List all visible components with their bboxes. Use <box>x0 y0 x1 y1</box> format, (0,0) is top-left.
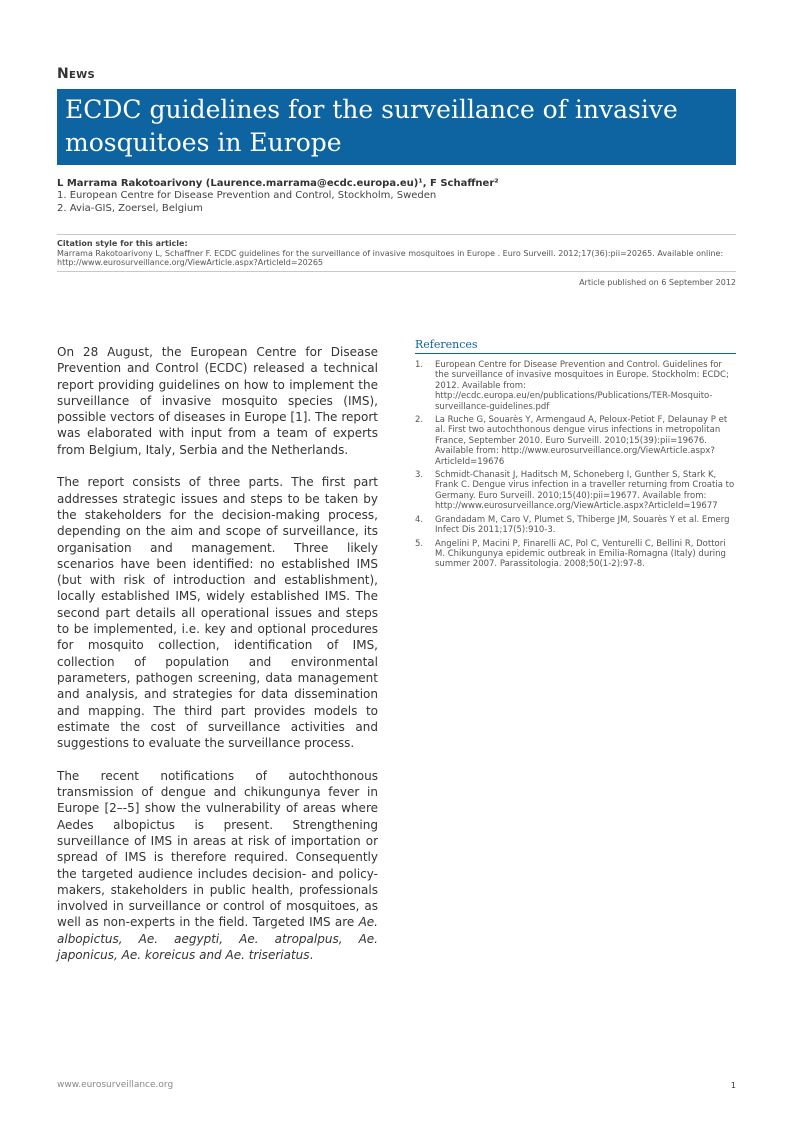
divider-top <box>57 234 736 235</box>
article-body <box>57 344 378 980</box>
body-paragraph-3 <box>57 768 378 964</box>
affiliation-2: 2. Avia-GIS, Zoersel, Belgium <box>57 202 203 214</box>
reference-number: 3. <box>415 470 424 481</box>
section-label: News <box>57 66 95 82</box>
divider-bottom <box>57 271 736 272</box>
reference-item <box>415 515 736 536</box>
reference-text: European Centre for Disease Prevention and Control. Guidelines for the surveillance of invasive mosquitoes in Europe. Stockholm: ECDC; 2012. Available from: http://ecdc.europa.eu/en/publications/Publications/TER-Mosquito-surveillance-guidelines.pdf <box>435 360 729 412</box>
published-date: Article published on 6 September 2012 <box>579 278 736 287</box>
references-list <box>415 360 736 570</box>
author-names: L Marrama Rakotoarivony (Laurence.marrama@ecdc.europa.eu)¹, F Schaffner² <box>57 178 499 189</box>
citation-block <box>57 239 736 268</box>
article-title: ECDC guidelines for the surveillance of invasive mosquitoes in Europe <box>65 95 678 157</box>
reference-number: 2. <box>415 415 424 426</box>
title-banner <box>57 89 736 165</box>
author-block <box>57 178 736 215</box>
reference-text: La Ruche G, Souarès Y, Armengaud A, Peloux-Petiot F, Delaunay P et al. First two autochthonous dengue virus infections in metropolitan France, September 2010. Euro Surveill. 2010;15(39):pii=19676. Available from: http://www.eurosurveillance.org/ViewArticle.aspx?ArticleId=19676 <box>435 415 728 467</box>
reference-item <box>415 470 736 512</box>
body-paragraph-3-end: . <box>309 947 314 962</box>
reference-number: 1. <box>415 360 424 370</box>
reference-text: Schmidt-Chanasit J, Haditsch M, Schoneberg I, Gunther S, Stark K, Frank C. Dengue virus infection in a traveller returning from Croatia to Germany. Euro Surveill. 2010;15(40):pii=19677. Available from: http://www.eurosurveillance.org/ViewArticle.aspx?ArticleId=19677 <box>435 470 735 512</box>
reference-item <box>415 415 736 467</box>
body-paragraph-3-text: The recent notifications of autochthonous transmission of dengue and chikungunya fever in Europe [2–-5] show the vulnerability of areas where Aedes albopictus is present. Strengthening surveillance of IMS in areas at risk of importation or spread of IMS is therefore required. Consequently the targeted audience includes decision- and policy-makers, stakeholders in public health, professionals involved in surveillance or control of mosquitoes, as well as non-experts in the field. Targeted IMS are <box>57 768 378 930</box>
footer-url: www.eurosurveillance.org <box>57 1080 174 1090</box>
species-list: Ae. albopictus, Ae. aegypti, Ae. atropalpus, Ae. japonicus, Ae. koreicus and Ae. triseriatus <box>57 915 378 962</box>
affiliation-1: 1. European Centre for Disease Prevention and Control, Stockholm, Sweden <box>57 190 437 201</box>
body-paragraph-1: On 28 August, the European Centre for Disease Prevention and Control (ECDC) released a technical report providing guidelines on how to implement the surveillance of invasive mosquito species (IMS), possible vectors of diseases in Europe [1]. The report was elaborated with input from a team of experts from Belgium, Italy, Serbia and the Netherlands. <box>57 345 378 457</box>
references-heading: References <box>415 338 736 354</box>
references-section <box>415 338 736 573</box>
reference-item <box>415 539 736 570</box>
reference-number: 4. <box>415 514 424 525</box>
page-number: 1 <box>730 1081 736 1090</box>
reference-item <box>415 360 736 412</box>
reference-number: 5. <box>415 538 424 549</box>
reference-text: Grandadam M, Caro V, Plumet S, Thiberge JM, Souarès Y et al. Emerg Infect Dis 2011;17(5):910-3. <box>435 514 730 536</box>
reference-text: Angelini P, Macini P, Finarelli AC, Pol C, Venturelli C, Bellini R, Dottori M. Chikungunya epidemic outbreak in Emilia-Romagna (Italy) during summer 2007. Parassitologia. 2008;50(1-2):97-8. <box>435 538 726 570</box>
citation-text: Marrama Rakotoarivony L, Schaffner F. ECDC guidelines for the surveillance of invasive mosquitoes in Europe . Euro Surveill. 2012;17(36):pii=20265. Available online: http://www.eurosurveillance.org/ViewArticle.aspx?ArticleId=20265 <box>57 248 724 267</box>
body-paragraph-2: The report consists of three parts. The first part addresses strategic issues and steps to be taken by the stakeholders for the decision-making process, depending on the aim and scope of surveillance, its organisation and management. Three likely scenarios have been identified: no established IMS (but with risk of introduction and establishment), locally established IMS, widely established IMS. The second part details all operational issues and steps to be implemented, i.e. key and optional procedures for mosquito collection, identification of IMS, collection of population and environmental parameters, pathogen screening, data management and analysis, and strategies for data dissemination and mapping. The third part provides models to estimate the cost of surveillance activities and suggestions to evaluate the surveillance process. <box>57 475 378 751</box>
citation-heading: Citation style for this article: <box>57 239 188 248</box>
